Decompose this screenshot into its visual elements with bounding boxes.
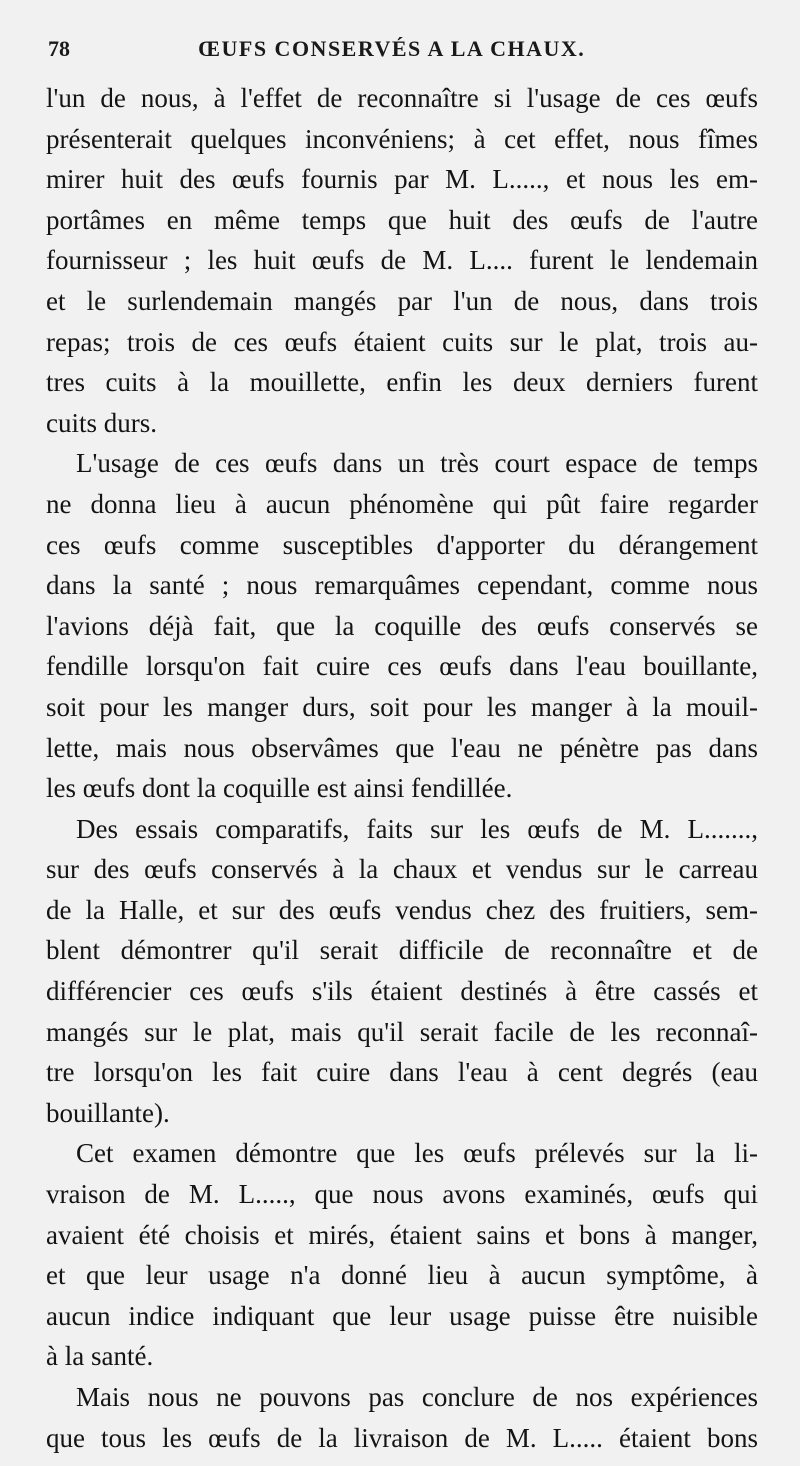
text-line: à la santé. (46, 1341, 154, 1372)
text-line: lette, mais nous observâmes que l'eau ne pénètre pas dans (46, 732, 758, 763)
text-line: fendille lorsqu'on fait cuire ces œufs dans l'eau bouillante, (46, 651, 758, 682)
text-line: L'usage de ces œufs dans un très court espace de temps (76, 448, 758, 479)
text-line: portâmes en même temps que huit des œufs de l'autre (46, 204, 758, 235)
text-line: blent démontrer qu'il serait difficile de reconnaître et de (46, 935, 758, 966)
paragraph (46, 1133, 758, 1377)
text-line: aucun indice indiquant que leur usage puisse être nuisible (46, 1300, 758, 1331)
text-line: tres cuits à la mouillette, enfin les deux derniers furent (46, 367, 758, 398)
text-line: différencier ces œufs s'ils étaient destinés à être cassés et (46, 976, 758, 1007)
text-line: mirer huit des œufs fournis par M. L....., et nous les em- (46, 164, 758, 195)
text-line: soit pour les manger durs, soit pour les manger à la mouil- (46, 691, 758, 722)
text-line: que tous les œufs de la livraison de M. L..... étaient bons (46, 1422, 758, 1453)
text-line: vraison de M. L....., que nous avons examinés, œufs qui (46, 1179, 758, 1210)
body-text (46, 78, 758, 1458)
paragraph (46, 78, 758, 443)
text-line: fournisseur ; les huit œufs de M. L.... furent le lendemain (46, 245, 758, 276)
text-line: mangés sur le plat, mais qu'il serait facile de les reconnaî- (46, 1016, 758, 1047)
text-line: Des essais comparatifs, faits sur les œufs de M. L......., (76, 813, 758, 844)
text-line: l'avions déjà fait, que la coquille des œufs conservés se (46, 610, 758, 641)
text-line: de la Halle, et sur des œufs vendus chez des fruitiers, sem- (46, 894, 758, 925)
text-line: ne donna lieu à aucun phénomène qui pût faire regarder (46, 488, 758, 519)
text-line: cuits durs. (46, 407, 157, 438)
text-line: repas; trois de ces œufs étaient cuits sur le plat, trois au- (46, 326, 758, 357)
text-line: et que leur usage n'a donné lieu à aucun symptôme, à (46, 1260, 758, 1291)
paragraph (46, 1377, 758, 1458)
text-line: ces œufs comme susceptibles d'apporter du dérangement (46, 529, 758, 560)
running-head: ŒUFS CONSERVÉS A LA CHAUX. (198, 36, 586, 61)
text-line: l'un de nous, à l'effet de reconnaître si l'usage de ces œufs (46, 83, 758, 113)
text-line: dans la santé ; nous remarquâmes cependant, comme nous (46, 570, 758, 601)
paragraph (46, 809, 758, 1134)
text-line: bouillante). (46, 1097, 170, 1128)
text-line: Cet examen démontre que les œufs prélevés sur la li- (76, 1138, 758, 1169)
text-line: avaient été choisis et mirés, étaient sains et bons à manger, (46, 1219, 758, 1250)
text-line: Mais nous ne pouvons pas conclure de nos expériences (76, 1382, 758, 1412)
text-line: et le surlendemain mangés par l'un de nous, dans trois (46, 285, 758, 316)
paragraph (46, 443, 758, 808)
text-line: les œufs dont la coquille est ainsi fendillée. (46, 773, 513, 804)
text-line: tre lorsqu'on les fait cuire dans l'eau à cent degrés (eau (46, 1057, 758, 1088)
text-line: sur des œufs conservés à la chaux et vendus sur le carreau (46, 854, 758, 885)
page-number: 78 (48, 36, 70, 61)
page-header (48, 36, 760, 68)
text-line: présenterait quelques inconvéniens; à cet effet, nous fîmes (46, 123, 758, 154)
